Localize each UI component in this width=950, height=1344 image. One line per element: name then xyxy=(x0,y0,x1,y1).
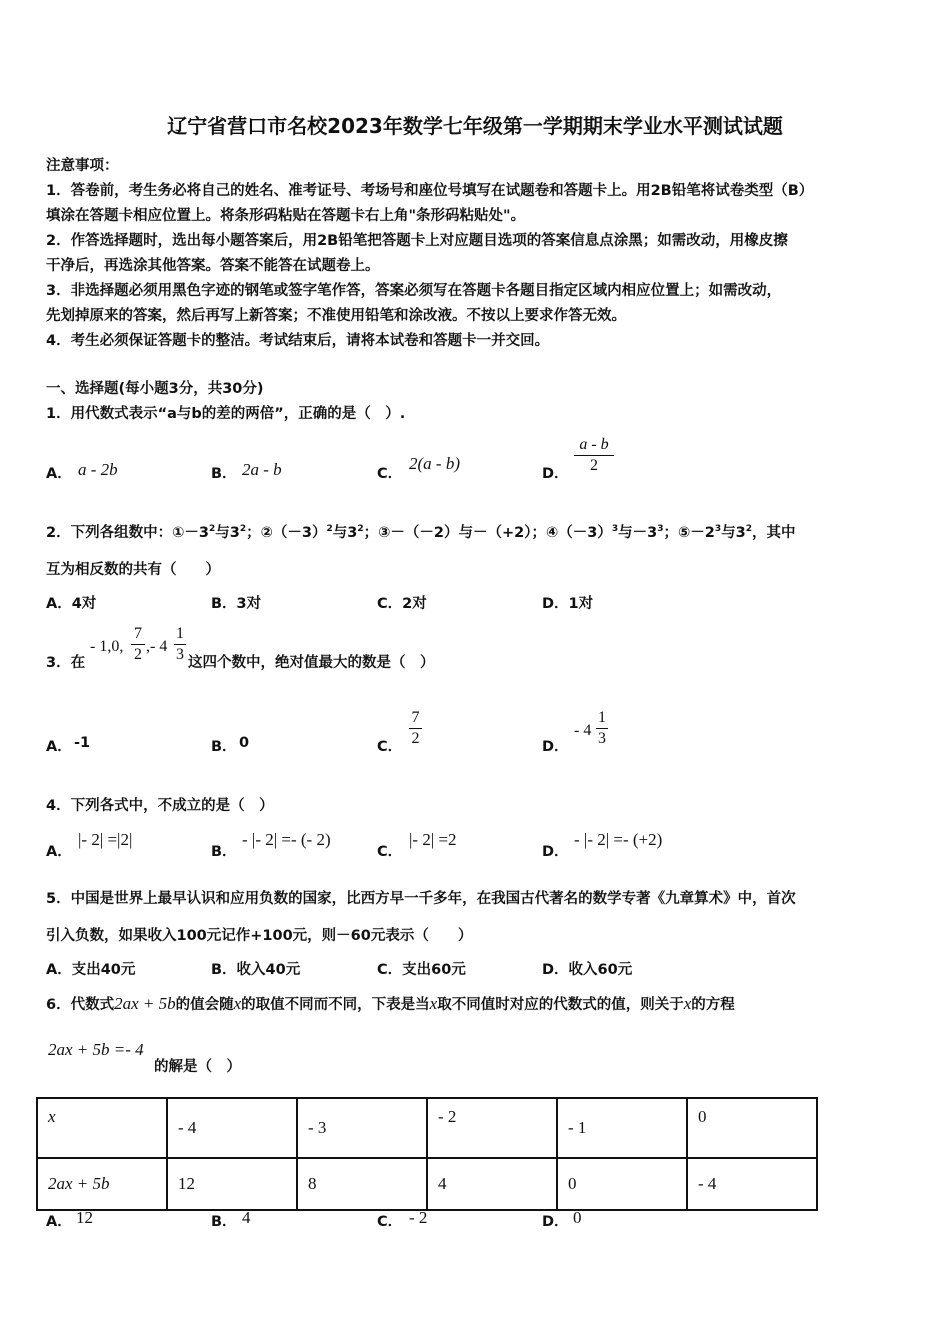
q2-stem: 2．下列各组数中：$①-3^2$与$3^2$；$②(-3)^2$与$3^2$；③－（－2）与－（+2）；$④(-3)^3$与$-3^3$；$⑤-2^3$与$3^2$，其中 xyxy=(46,524,796,541)
fraction-denominator: 2 xyxy=(134,646,142,663)
q1-option-b-label: B． xyxy=(211,466,237,482)
q3-stem-post: 这四个数中，绝对值最大的数是（ ） xyxy=(188,655,435,671)
notice-line: 先划掉原来的答案，然后再写上新答案；不准使用铅笔和涂改液。不按以上要求作答无效。 xyxy=(46,308,626,324)
q6-option-b: 4 xyxy=(242,1208,251,1227)
q4-option-d-label: D． xyxy=(542,844,569,860)
q4-option-b: - |- 2| =- (- 2) xyxy=(242,830,331,849)
fraction-denominator: 3 xyxy=(176,646,184,663)
q5-option-c: C．支出60元 xyxy=(377,962,466,978)
table-cell: - 1 xyxy=(557,1098,687,1158)
q6-option-d-label: D． xyxy=(542,1214,569,1230)
q1-option-d-fraction xyxy=(574,436,614,475)
table-cell: 0 xyxy=(687,1098,817,1158)
fraction-bar xyxy=(574,455,614,456)
fraction-bar xyxy=(131,644,145,645)
table-cell: x xyxy=(37,1098,167,1158)
table-cell: 12 xyxy=(167,1158,297,1210)
q5-stem-line1: 5．中国是世界上最早认识和应用负数的国家，比西方早一千多年，在我国古代著名的数学专著《九章算术》中，首次 xyxy=(46,891,796,907)
q4-option-c-label: C． xyxy=(377,844,403,860)
table-row xyxy=(37,1098,817,1158)
q6-value-table xyxy=(36,1097,818,1211)
notice-line: 4．考生必须保证答题卡的整洁。考试结束后，请将本试卷和答题卡一并交回。 xyxy=(46,333,550,349)
q6-option-c: - 2 xyxy=(409,1208,428,1227)
q6-option-d: 0 xyxy=(573,1208,582,1227)
fraction-numerator: 1 xyxy=(176,625,184,642)
q3-option-c-label: C． xyxy=(377,739,403,755)
q3-option-d-whole: - 4 xyxy=(574,722,592,739)
q3-list-b: ,- 4 xyxy=(146,638,168,655)
q4-option-a: |- 2| =|2| xyxy=(78,830,133,849)
notice-line: 2．作答选择题时，选出每小题答案后，用2B铅笔把答题卡上对应题目选项的答案信息点涂黑；如需改动，用橡皮擦 xyxy=(46,233,788,249)
q3-option-b: 0 xyxy=(239,735,250,751)
fraction-bar xyxy=(174,644,186,645)
q6-variable: x xyxy=(429,994,438,1013)
q3-option-b-label: B． xyxy=(211,739,237,755)
fraction-denominator: 3 xyxy=(598,730,606,747)
q4-option-c: |- 2| =2 xyxy=(409,830,457,849)
fraction-bar xyxy=(596,728,608,729)
notice-line: 3．非选择题必须用黑色字迹的钢笔或签字笔作答，答案必须写在答题卡各题目指定区域内相应位置上；如需改动， xyxy=(46,283,782,299)
q6-expression: 2ax + 5b xyxy=(114,994,176,1013)
q3-option-c-fraction xyxy=(409,709,422,748)
q6-stem-d: 取不同值时对应的代数式的值，则关于 xyxy=(437,997,684,1013)
q1-stem: 1．用代数式表示“a与b的差的两倍”，正确的是（ ）. xyxy=(46,406,406,422)
q5-option-a: A．支出40元 xyxy=(46,962,136,978)
q6-option-b-label: B． xyxy=(211,1214,237,1230)
table-cell: 8 xyxy=(297,1158,427,1210)
q2-stem-start: 2．下列各组数中：①－3 xyxy=(46,525,209,541)
q3-option-a-label: A． xyxy=(46,739,72,755)
table-cell: 4 xyxy=(427,1158,557,1210)
q6-equation: 2ax + 5b =- 4 xyxy=(48,1040,144,1059)
q3-option-d-label: D． xyxy=(542,739,569,755)
q5-stem-line2: 引入负数，如果收入100元记作+100元，则－60元表示（ ） xyxy=(46,928,473,944)
q2-option-d: D．1对 xyxy=(542,596,594,612)
fraction-numerator: a - b xyxy=(579,436,609,453)
fraction-numerator: 7 xyxy=(134,625,142,642)
q4-stem: 4．下列各式中，不成立的是（ ） xyxy=(46,798,274,814)
section-heading: 一、选择题(每小题3分，共30分) xyxy=(46,381,264,397)
q1-option-d-label: D． xyxy=(542,466,569,482)
q2-stem-line2: 互为相反数的共有（ ） xyxy=(46,562,220,578)
q6-option-a-label: A． xyxy=(46,1214,72,1230)
table-cell: - 2 xyxy=(427,1098,557,1158)
page-title: 辽宁省营口市名校2023年数学七年级第一学期期末学业水平测试试题 xyxy=(167,114,783,138)
table-cell: 2ax + 5b xyxy=(37,1158,167,1210)
q2-option-c: C．2对 xyxy=(377,596,427,612)
q3-option-d-fraction xyxy=(596,709,608,748)
q6-stem xyxy=(46,993,735,1014)
q4-option-b-label: B． xyxy=(211,844,237,860)
q6-option-c-label: C． xyxy=(377,1214,403,1230)
q1-option-b: 2a - b xyxy=(242,460,282,479)
fraction-denominator: 2 xyxy=(411,730,420,747)
q1-option-c: 2(a - b) xyxy=(409,454,460,473)
q4-option-a-label: A． xyxy=(46,844,72,860)
table-row xyxy=(37,1158,817,1210)
q3-stem-pre: 3．在 xyxy=(46,655,86,671)
q3-option-a: -1 xyxy=(74,735,91,751)
q5-option-b: B．收入40元 xyxy=(211,962,301,978)
fraction-bar xyxy=(409,728,422,729)
q6-stem-a: 6．代数式 xyxy=(46,997,115,1013)
q1-option-a-label: A． xyxy=(46,466,72,482)
fraction-numerator: 1 xyxy=(598,709,606,726)
table-cell: - 4 xyxy=(687,1158,817,1210)
notice-heading: 注意事项： xyxy=(46,158,119,174)
q6-stem-e: 的方程 xyxy=(691,997,735,1013)
q3-fraction-one-third xyxy=(174,625,186,664)
q6-stem-f: 的解是（ ） xyxy=(154,1059,241,1075)
fraction-denominator: 2 xyxy=(590,457,598,474)
q3-fraction-seven-halves xyxy=(131,625,145,664)
q1-option-c-label: C． xyxy=(377,466,403,482)
q4-option-d: - |- 2| =- (+2) xyxy=(574,830,663,849)
table-cell: 0 xyxy=(557,1158,687,1210)
table-cell: - 4 xyxy=(167,1098,297,1158)
q6-option-a: 12 xyxy=(76,1208,93,1227)
notice-line: 填涂在答题卡相应位置上。将条形码粘贴在答题卡右上角"条形码粘贴处"。 xyxy=(46,208,526,224)
notice-line: 干净后，再选涂其他答案。答案不能答在试题卷上。 xyxy=(46,258,380,274)
q2-option-a: A．4对 xyxy=(46,596,97,612)
q6-stem-b: 的值会随 xyxy=(175,997,234,1013)
q5-option-d: D．收入60元 xyxy=(542,962,633,978)
q2-option-b: B．3对 xyxy=(211,596,262,612)
q3-list-a: - 1,0, xyxy=(90,638,124,655)
table-cell: - 3 xyxy=(297,1098,427,1158)
q6-variable: x xyxy=(233,994,242,1013)
q6-variable: x xyxy=(683,994,692,1013)
q1-option-a: a - 2b xyxy=(78,460,118,479)
q6-stem-c: 的取值不同而不同，下表是当 xyxy=(241,997,430,1013)
notice-line: 1．答卷前，考生务必将自己的姓名、准考证号、考场号和座位号填写在试题卷和答题卡上。用2B铅笔将试卷类型（B） xyxy=(46,183,814,199)
fraction-numerator: 7 xyxy=(411,709,420,726)
